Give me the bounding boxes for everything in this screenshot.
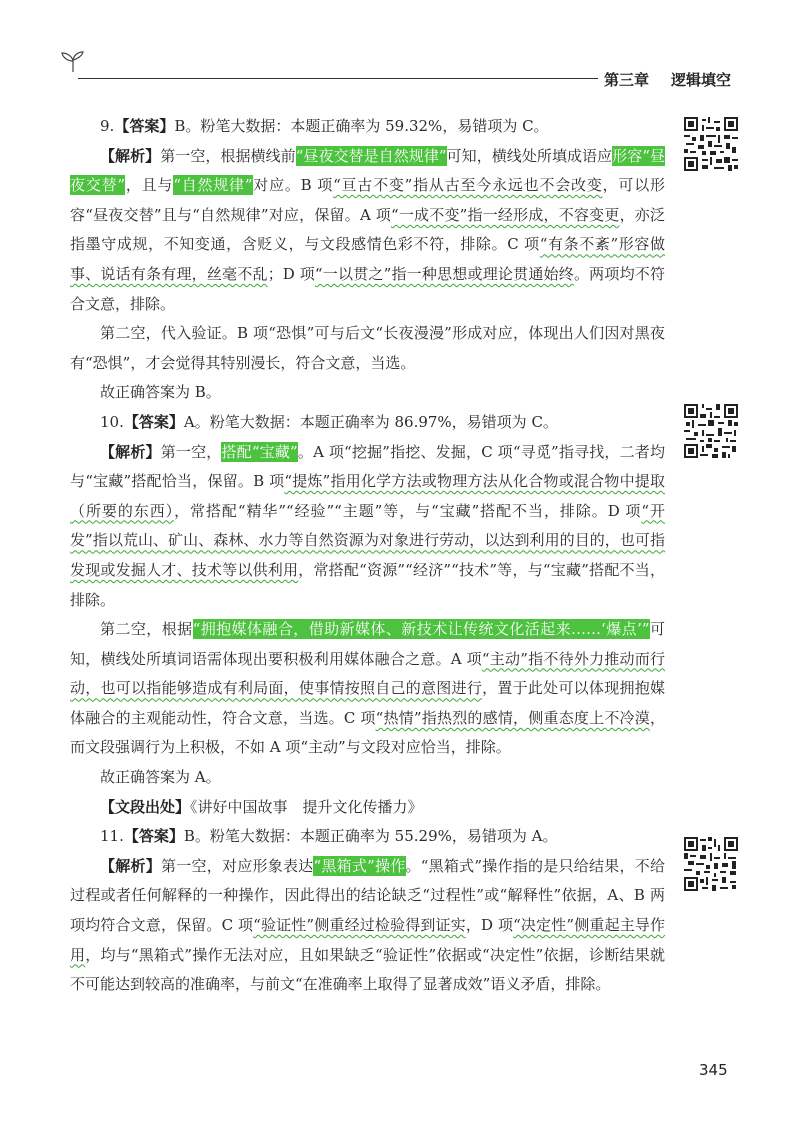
wavy-underline: “亘古不变”指从古至今永远也不会改变 — [333, 176, 603, 195]
wavy-underline: “决定性”侧重起主导作用 — [70, 916, 666, 964]
wavy-underline: “热情”指热烈的感情，侧重态度上不冷漠 — [375, 708, 650, 727]
q11-answer-text: B。粉笔大数据：本题正确率为 55.29%，易错项为 A。 — [183, 827, 558, 846]
chapter-heading — [604, 69, 731, 90]
q10-answer-label: 【答案】 — [123, 412, 184, 431]
chapter-title: 逻辑填空 — [671, 71, 732, 89]
q10-source — [70, 793, 665, 823]
wavy-underline: “有条不紊”形容做事、说话有条有理，丝毫不乱 — [70, 235, 665, 283]
text: 第一空， — [160, 442, 222, 461]
q11-number: 11. — [100, 827, 124, 846]
source-label: 【文段出处】 — [100, 797, 191, 816]
text: ；D 项 — [267, 264, 315, 283]
q10-analysis — [70, 438, 665, 616]
q11-analysis-label: 【解析】 — [100, 856, 161, 875]
chapter-number: 第三章 — [604, 71, 650, 89]
wavy-underline: “开发”指以荒山、矿山、森林、水力等自然资源为对象进行劳动，以达到利用的目的，也可指发现或发掘人才、技术等以供利用 — [70, 501, 665, 579]
text: 。“黑箱式”操作指的是只给结果，不给过程或者任何解释的一种操作，因此得出的结论缺乏“过程性”或“解释性”依据，A、B 两项均符合文意，保留。C 项 — [70, 856, 665, 935]
q11-analysis — [70, 852, 665, 1000]
q9-number: 9. — [100, 117, 115, 135]
qr-code-icon[interactable] — [684, 117, 738, 171]
q9-answer-label: 【答案】 — [114, 117, 175, 135]
text: 第一空，根据横线前 — [160, 146, 296, 165]
wavy-underline: “一成不变”指一经形成，不容变更 — [390, 205, 620, 224]
highlight: “自然规律” — [173, 176, 253, 195]
q11-answer — [70, 822, 665, 852]
wavy-underline: “一以贯之”指一种思想或理论贯通始终 — [314, 264, 574, 283]
q10-conclusion: 故正确答案为 A。 — [100, 768, 221, 787]
page-number: 345 — [699, 1061, 728, 1079]
text: ，而文段强调行为上积极，不如 A 项“主动”与文段对应恰当，排除。 — [70, 708, 666, 757]
q10-answer — [70, 408, 665, 438]
qr-code-icon[interactable] — [684, 404, 738, 458]
wavy-underline: “验证性”侧重经过检验得到证实 — [253, 916, 466, 935]
text: 。A 项“挖掘”指挖、发掘，C 项“寻觅”指寻找，二者均与“宝藏”搭配恰当，保留。B 项 — [70, 442, 665, 491]
q11-answer-label: 【答案】 — [123, 827, 184, 846]
text: 对应。B 项 — [252, 176, 334, 195]
q10-answer-text: A。粉笔大数据：本题正确率为 86.97%，易错项为 C。 — [183, 412, 558, 431]
text: ，可以形容“昼夜交替”且与“自然规律”对应，保留。A 项 — [70, 176, 665, 224]
highlight: “拥抱媒体融合，借助新媒体、新技术让传统文化活起来……‘爆点’” — [192, 620, 650, 639]
q9-analysis-label: 【解析】 — [100, 146, 161, 165]
q10-second-blank — [70, 615, 665, 763]
q9-analysis — [70, 142, 665, 320]
text: ，常搭配“资源”“经济”“技术”等，与“宝藏”搭配不当，排除。 — [70, 560, 665, 609]
wavy-underline: “提炼”指用化学方法或物理方法从化合物或混合物中提取（所要的东西） — [70, 472, 665, 520]
q9-answer — [70, 112, 665, 142]
q9-answer-text: B。粉笔大数据：本题正确率为 59.32%，易错项为 C。 — [174, 117, 549, 135]
q9-second-blank: 第二空，代入验证。B 项“恐惧”可与后文“长夜漫漫”形成对应，体现出人们因对黑夜有“恐惧”，才会觉得其特别漫长，符合文意，当选。 — [70, 324, 665, 372]
q10-number: 10. — [100, 412, 124, 431]
text: ，置于此处可以体现拥抱媒体融合的主观能动性，符合文意，当选。C 项 — [70, 679, 665, 727]
text: ，且与 — [125, 176, 174, 195]
answer-content — [70, 112, 665, 1000]
text: ，亦泛指墨守成规，不知变通，含贬义，与文段感情色彩不符，排除。C 项 — [70, 205, 665, 254]
text: ，D 项 — [465, 916, 514, 935]
header-rule — [78, 78, 598, 79]
text: 第二空，根据 — [100, 620, 193, 639]
highlight: “黑箱式”操作 — [313, 856, 406, 875]
source-text: 《讲好中国故事 提升文化传播力》 — [190, 797, 423, 816]
text: 。两项均不符合文意，排除。 — [70, 264, 665, 313]
q10-analysis-label: 【解析】 — [100, 442, 161, 461]
qr-code-icon[interactable] — [684, 837, 738, 891]
wavy-underline: “主动”指不待外力推动而行动，也可以指能够造成有利局面，使事情按照自己的意图进行 — [70, 649, 665, 698]
text: 第一空，对应形象表达 — [160, 856, 314, 875]
text: 可知，横线处所填成语应 — [446, 146, 613, 165]
highlight: 搭配“宝藏” — [221, 442, 298, 461]
highlight: “昼夜交替是自然规律” — [295, 146, 447, 165]
leaf-sprout-icon — [60, 50, 86, 74]
text: ，常搭配“精华”“经验”“主题”等，与“宝藏”搭配不当，排除。D 项 — [174, 501, 642, 520]
q9-conclusion: 故正确答案为 B。 — [100, 383, 221, 402]
text: 可知，横线处所填词语需体现出要积极利用媒体融合之意。A 项 — [70, 620, 665, 668]
text: ，均与“黑箱式”操作无法对应，且如果缺乏“验证性”依据或“决定性”依据，诊断结果就不可能达到较高的准确率，与前文“在准确率上取得了显著成效”语义矛盾，排除。 — [70, 945, 665, 994]
highlight: 形容“昼夜交替” — [70, 146, 665, 195]
